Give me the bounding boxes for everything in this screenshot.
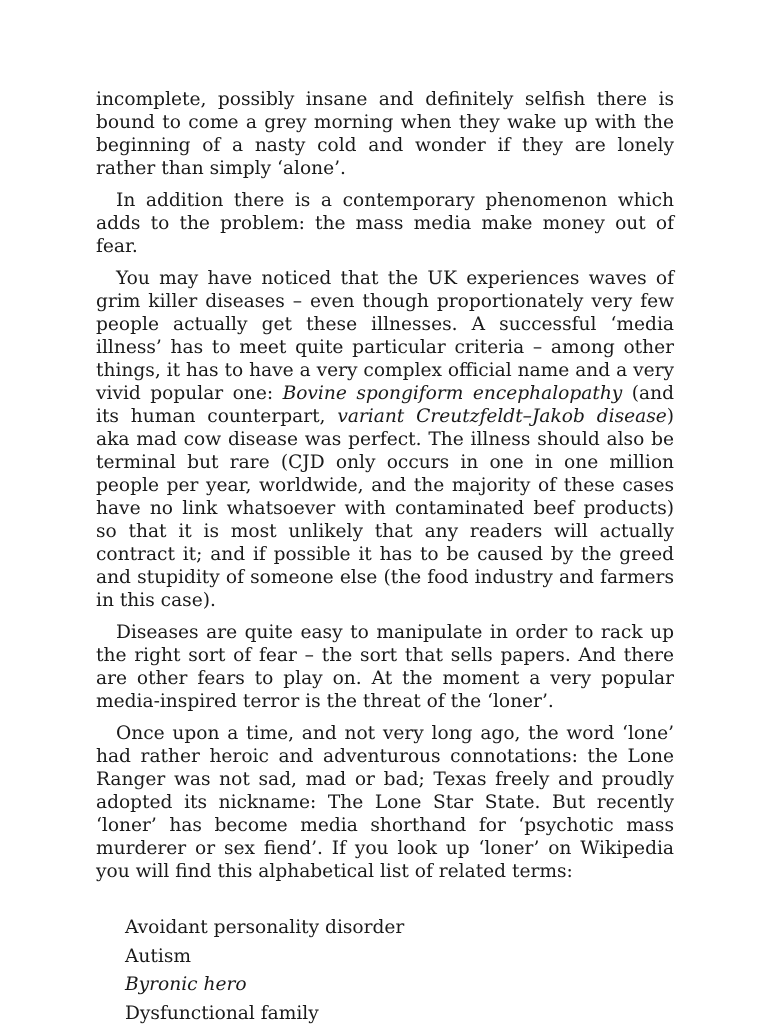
book-page xyxy=(96,88,674,1028)
list-item: Autism xyxy=(125,943,674,972)
list-item: Byronic hero xyxy=(125,971,674,1000)
paragraph-text: You may have noticed that the UK experiences waves of grim killer diseases – even though proportionately very few people actually get these illnesses. A successful ‘media illness’ has to meet quite particular criteria – among other things, it has to have a very complex official name and a very vivid popular one: xyxy=(96,268,674,404)
paragraph-text: Diseases are quite easy to manipulate in order to rack up the right sort of fear – the sort that sells papers. And there are other fears to play on. At the moment a very popular media-inspired terror is the threat of the ‘loner’. xyxy=(96,622,674,712)
paragraph-text: ) aka mad cow disease was perfect. The illness should also be terminal but rare (CJD only occurs in one in one million people per year, worldwide, and the majority of these cases have no link whatsoever with contaminated beef products) so that it is most unlikely that any readers will actually contract it; and if possible it has to be caused by the greed and stupidity of someone else (the food industry and farmers in this case). xyxy=(96,406,674,611)
paragraph-text: (and its human counterpart, xyxy=(96,383,674,427)
italic-term: variant Creutzfeldt–Jakob disease xyxy=(337,406,666,427)
paragraph-fear xyxy=(96,621,674,713)
paragraph-loner xyxy=(96,722,674,883)
related-terms-list xyxy=(96,914,674,1028)
list-item: Avoidant personality disorder xyxy=(125,914,674,943)
italic-term: Bovine spongiform encephalopathy xyxy=(283,383,623,404)
paragraph-text: In addition there is a contemporary phenomenon which adds to the problem: the mass media make money out of fear. xyxy=(96,190,674,257)
paragraph-text: Once upon a time, and not very long ago, the word ‘lone’ had rather heroic and adventurous connotations: the Lone Ranger was not sad, mad or bad; Texas freely and proudly adopted its nickname: The Lone Star State. But recently ‘loner’ has become media shorthand for ‘psychotic mass murderer or sex fiend’. If you look up ‘loner’ on Wikipedia you will find this alphabetical list of related terms: xyxy=(96,723,674,882)
paragraph-mass-media xyxy=(96,189,674,258)
paragraph-continuation xyxy=(96,88,674,180)
paragraph-text: incomplete, possibly insane and definitely selfish there is bound to come a grey morning when they wake up with the beginning of a nasty cold and wonder if they are lonely rather than simply ‘alone’. xyxy=(96,89,674,179)
list-item: Dysfunctional family xyxy=(125,1000,674,1028)
paragraph-media-illness xyxy=(96,267,674,612)
